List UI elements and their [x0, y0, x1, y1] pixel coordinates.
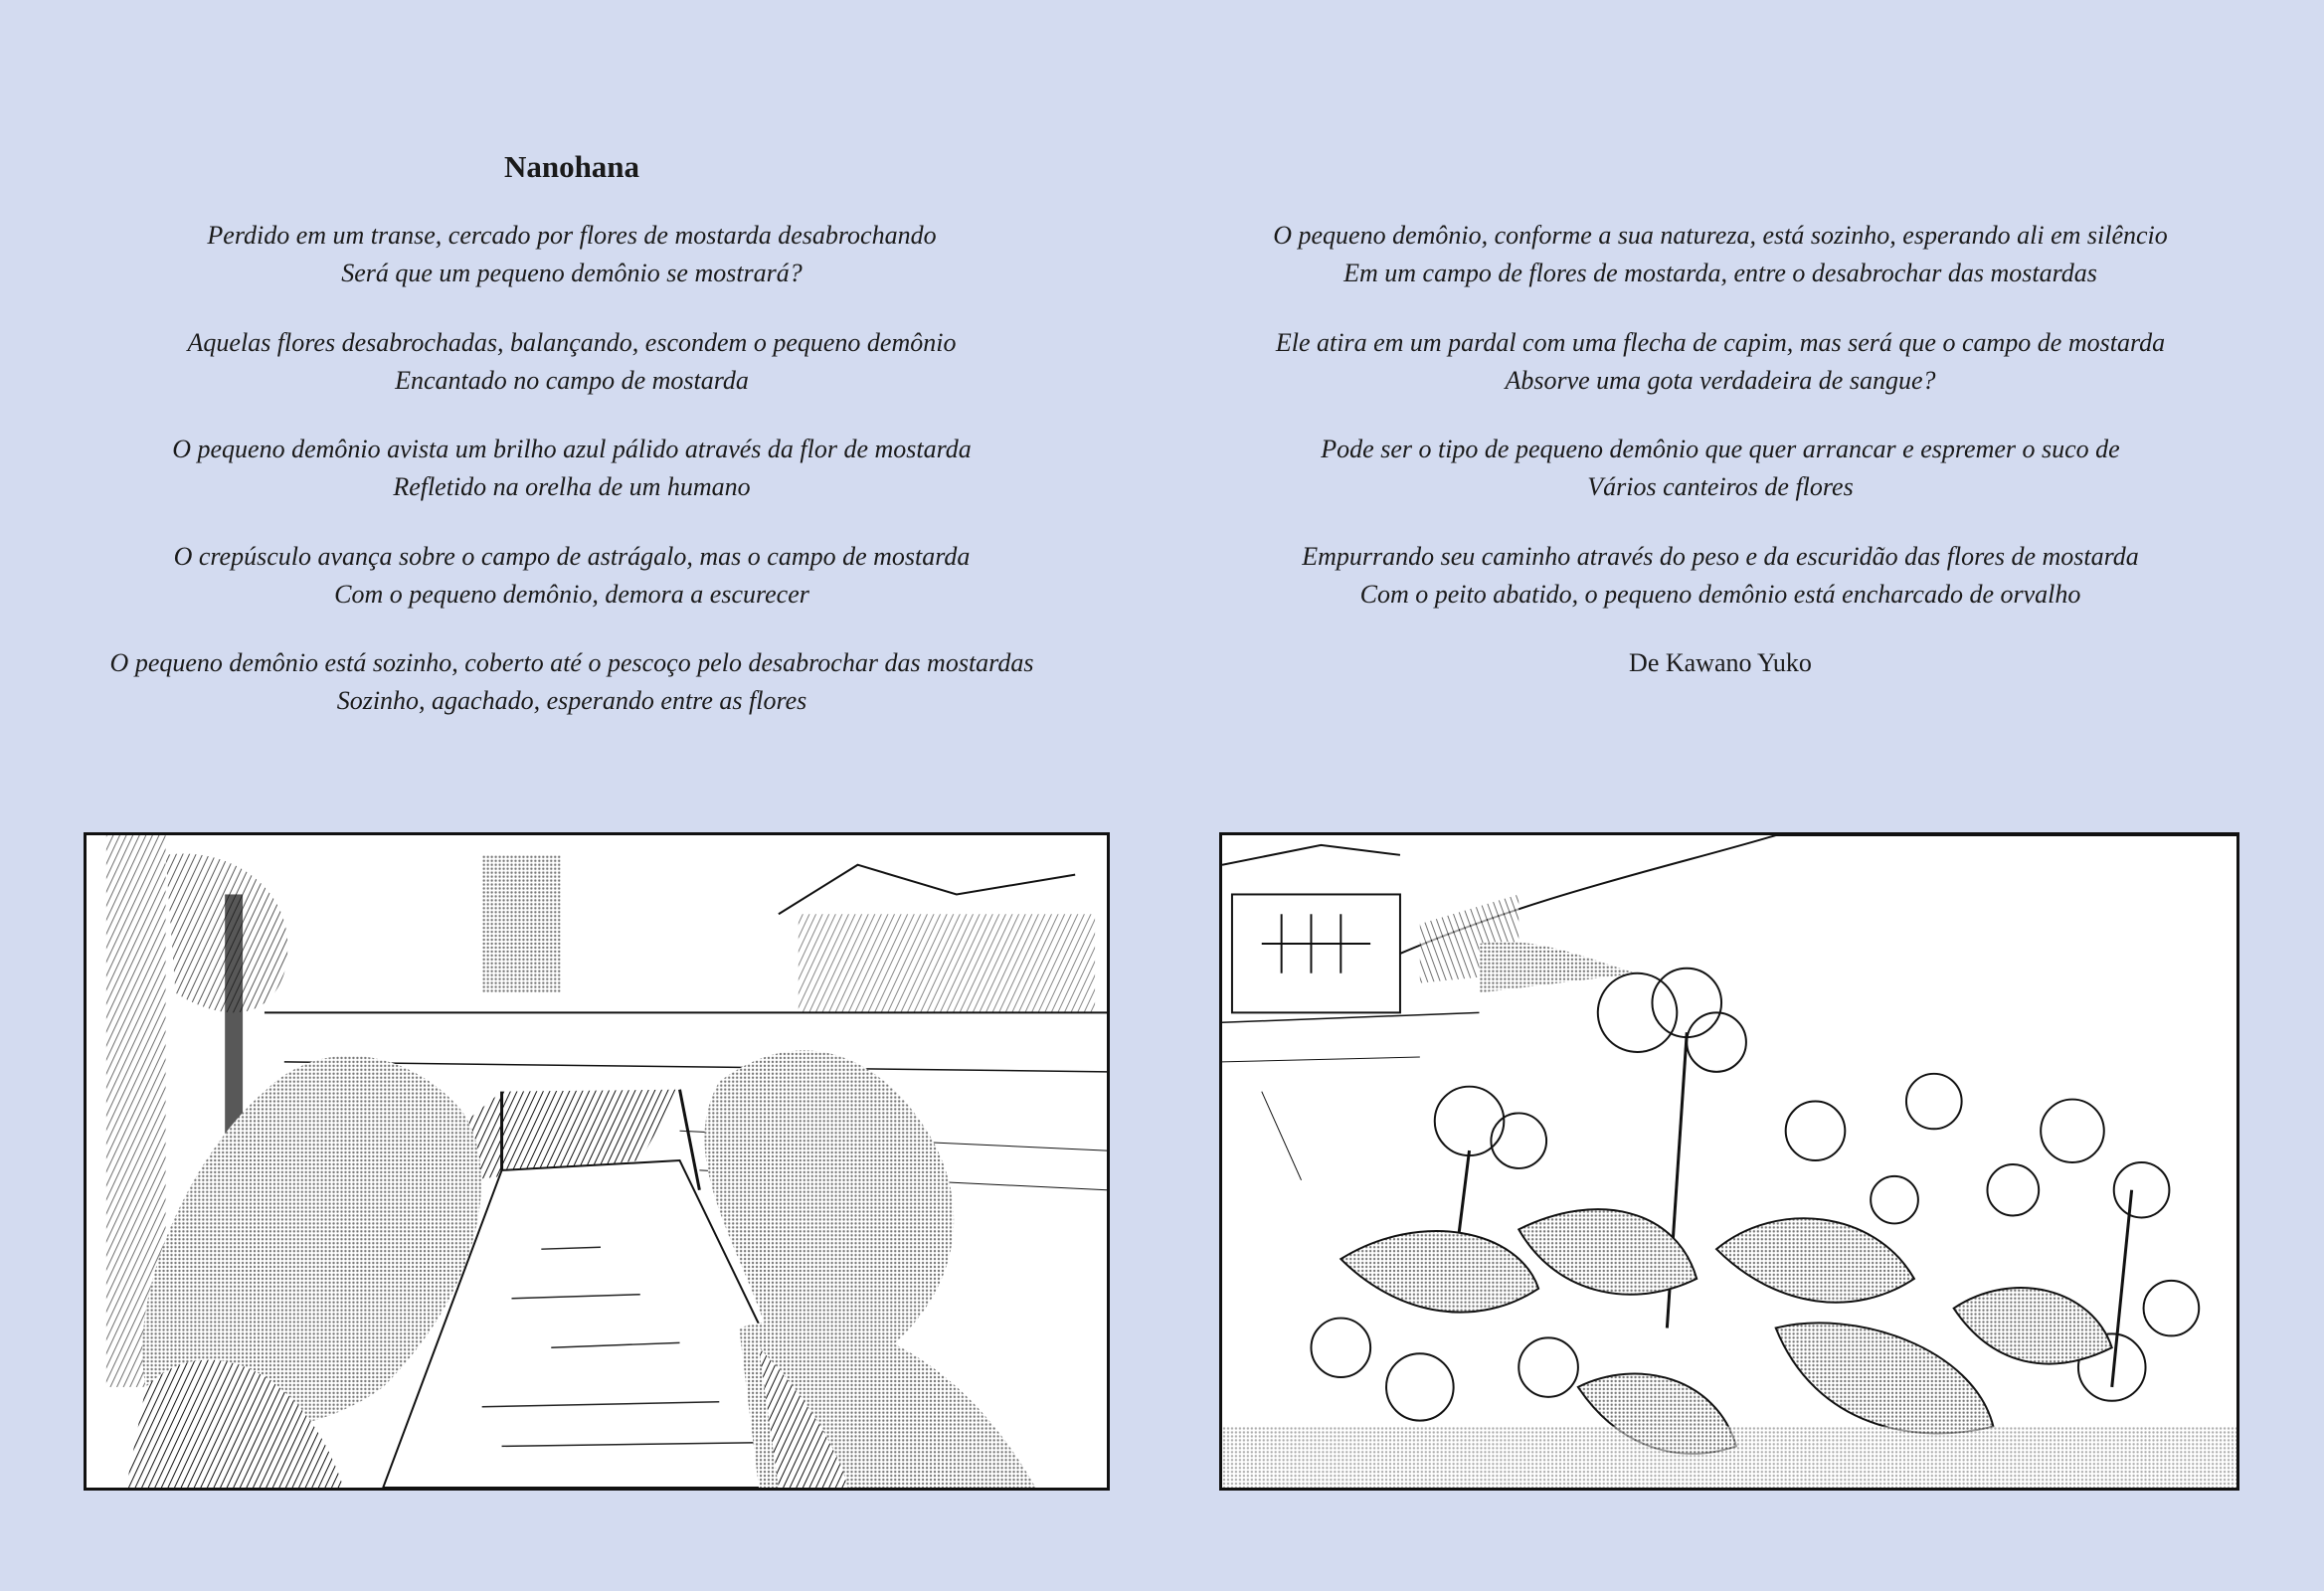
stanza [1208, 324, 2233, 400]
verse-line: Refletido na orelha de um humano [393, 472, 751, 501]
stanza [1208, 431, 2233, 506]
stanza [60, 538, 1084, 614]
verse-line: Empurrando seu caminho através do peso e da escuridão das flores de mostarda [1302, 542, 2139, 571]
verse-line: Será que um pequeno demônio se mostrará? [341, 259, 803, 287]
verse-line: Com o peito abatido, o pequeno demônio está encharcado de orvalho [1359, 580, 2081, 609]
stanza [60, 217, 1084, 292]
canal-illustration [84, 832, 1110, 1491]
flower-field-illustration [1219, 832, 2239, 1491]
verse-line: Absorve uma gota verdadeira de sangue? [1505, 366, 1936, 395]
canal-drawing [87, 835, 1107, 1488]
verse-line: Pode ser o tipo de pequeno demônio que quer arrancar e espremer o suco de [1321, 435, 2120, 463]
stanza [60, 324, 1084, 400]
stanza [1208, 538, 2233, 614]
verse-line: O pequeno demônio avista um brilho azul pálido através da flor de mostarda [172, 435, 972, 463]
verse-line: Sozinho, agachado, esperando entre as flores [336, 686, 807, 715]
verse-line: O crepúsculo avança sobre o campo de astrágalo, mas o campo de mostarda [173, 542, 971, 571]
flower-field-drawing [1222, 835, 2236, 1488]
stanza [60, 431, 1084, 506]
author-credit: De Kawano Yuko [1629, 648, 1812, 677]
verse-line: O pequeno demônio está sozinho, coberto até o pescoço pelo desabrochar das mostardas [109, 648, 1034, 677]
verse-line: Ele atira em um pardal com uma flecha de capim, mas será que o campo de mostarda [1275, 328, 2166, 357]
verse-line: Perdido em um transe, cercado por flores de mostarda desabrochando [207, 221, 937, 250]
verse-line: Com o pequeno demônio, demora a escurecer [334, 580, 809, 609]
stanza [1208, 217, 2233, 292]
stanza [60, 644, 1084, 720]
verse-line: Vários canteiros de flores [1587, 472, 1854, 501]
verse-line: Encantado no campo de mostarda [395, 366, 749, 395]
verse-line: Aquelas flores desabrochadas, balançando, escondem o pequeno demônio [187, 328, 957, 357]
verse-line: O pequeno demônio, conforme a sua natureza, está sozinho, esperando ali em silêncio [1273, 221, 2168, 250]
verse-line: Em um campo de flores de mostarda, entre o desabrochar das mostardas [1343, 259, 2097, 287]
poem-title: Nanohana [503, 149, 640, 184]
